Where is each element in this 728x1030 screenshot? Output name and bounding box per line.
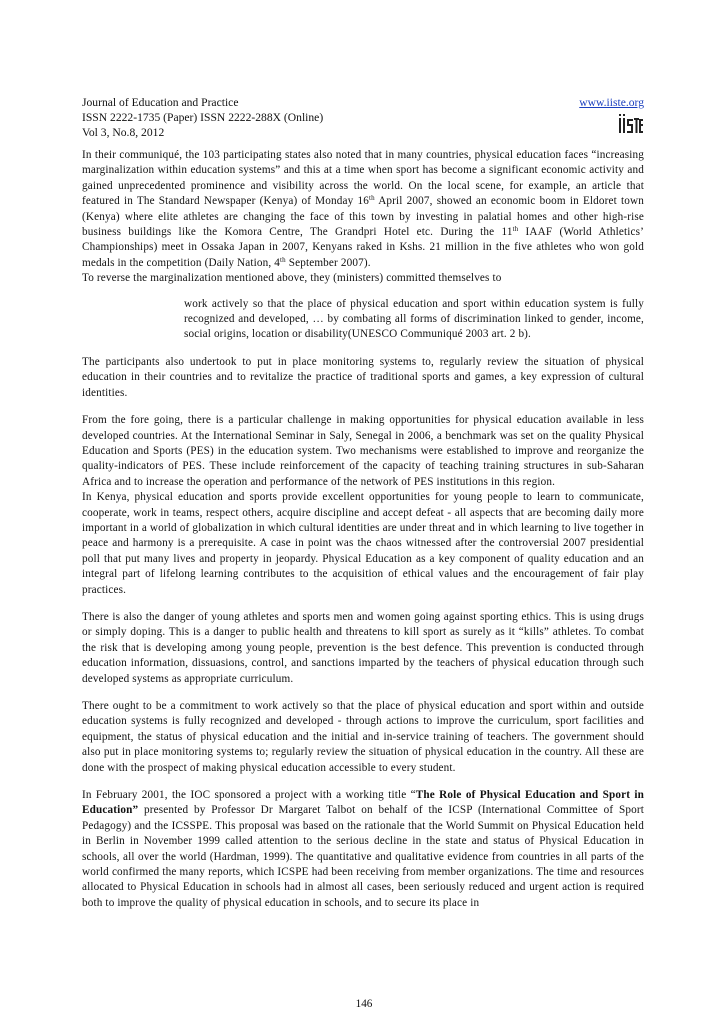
journal-title: Journal of Education and Practice [82, 96, 239, 109]
block-quote: work actively so that the place of physical education and sport within education system is fully recognized and developed, … by combating all forms of discrimination linked to gender, income, social origins, location or disability(UNESCO Communiqué 2003 art. 2 b). [184, 297, 644, 341]
journal-url-link[interactable]: www.iiste.org [579, 96, 644, 109]
paragraph-7: There ought to be a commitment to work actively so that the place of physical education and sport within and outside education systems is fully recognized and developed - through actions to improve the curriculum, sport facilities and equipment, the status of physical education and the initial and in-service training of teachers. The government should also put in place monitoring systems to; regularly review the situation of physical education in the country. All these are done with the prospect of making physical education accessible to every student. [82, 700, 644, 774]
issn-line: ISSN 2222-1735 (Paper) ISSN 2222-288X (Online) [82, 111, 324, 124]
journal-header [82, 95, 644, 140]
iiste-logo-icon [618, 113, 644, 135]
paragraph-5: In Kenya, physical education and sports provide excellent opportunities for young people to learn to communicate, cooperate, work in teams, respect others, acquire discipline and accept defeat - all aspects that are becoming daily more important in a world of globalization in which cultural identities are under threat and in which learning to live together in peace and harmony is a prerequisite. A case in point was the chaos witnessed after the controversial 2007 presidential poll that put many lives and property in jeopardy. Physical Education as a key component of quality education and an integral part of lifelong learning contributes to the acquisition of ethical values and the encouragement of fair play practices. [82, 491, 644, 596]
article-body [82, 148, 644, 911]
paragraph-2: To reverse the marginalization mentioned above, they (ministers) committed themselves to [82, 272, 502, 285]
page-number: 146 [355, 998, 373, 1010]
paragraph-8: In February 2001, the IOC sponsored a project with a working title “The Role of Physical Education and Sport in Education” presented by Professor Dr Margaret Talbot on behalf of the ICSP (International Committee of Sport Pedagogy) and the ICSSPE. This proposal was based on the rationale that the World Summit on Physical Education held in Berlin in November 1999 called attention to the serious decline in the state and status of Physical Education in schools, all over the world (Hardman, 1999). The quantitative and qualitative evidence from countries in all parts of the world confirmed the many reports, which ICSPE had been receiving from member organizations. The time and resources allocated to Physical Education in schools had in almost all cases, been seriously reduced and urgent action is required both to improve the quality of physical education in schools, and to secure its place in [82, 789, 644, 909]
paragraph-3: The participants also undertook to put in place monitoring systems to, regularly review the situation of physical education in their countries and to revitalize the practice of traditional sports and games, a key expression of cultural identities. [82, 355, 644, 399]
paragraph-1: In their communiqué, the 103 participating states also noted that in many countries, physical education faces “increasing marginalization within education systems” and this at a time when sport has become a significant economic activity and gained unprecedented prominence and visibility across the world. On the local scene, for example, an article that featured in The Standard Newspaper (Kenya) of Monday 16th April 2007, showed an economic boom in Eldoret town (Kenya) where elite athletes are changing the face of this town by investing in palatial homes and other high-rise business buildings like the Komora Centre, The Grandpri Hotel etc. During the 11th IAAF (World Athletics’ Championships) meet in Ossaka Japan in 2007, Kenyans raked in Kshs. 21 million in the five athletes who won gold medals in the competition (Daily Nation, 4th September 2007). [82, 149, 644, 269]
paragraph-6: There is also the danger of young athletes and sports men and women going against sporting ethics. This is using drugs or simply doping. This is a danger to public health and threatens to kill sport as surely as it “kills” athletes. To combat the risk that is developing among young people, prevention is the best defence. This prevention is conducted through education information, dissuasions, control, and sanctions imparted by the teachers of physical education through such developed systems as appropriate curriculum. [82, 610, 644, 685]
paragraph-4: From the fore going, there is a particular challenge in making opportunities for physical education available in less developed countries. At the International Seminar in Saly, Senegal in 2006, a benchmark was set on the quality Physical Education and Sports (PES) in the education system. Two mechanisms were established to improve and reorganize the quality-indicators of PES. These include reinforcement of the capacity of teaching training structures in sub-Saharan Africa and to increase the operation and performance of the network of PES institutions in this region. [82, 414, 644, 488]
page-content [82, 95, 644, 911]
volume-line: Vol 3, No.8, 2012 [82, 126, 165, 139]
